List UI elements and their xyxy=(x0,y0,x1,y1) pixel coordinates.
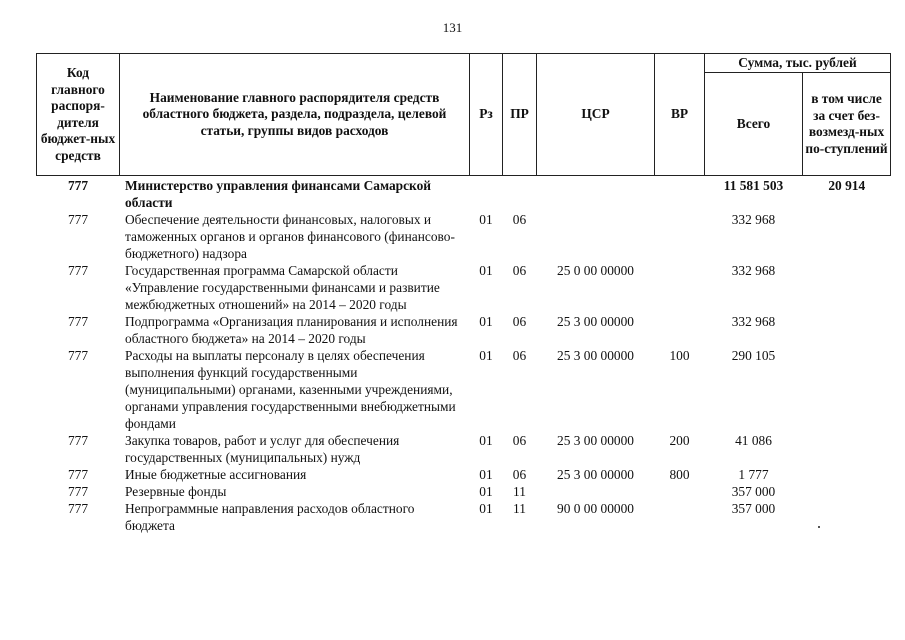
table-row xyxy=(37,466,891,483)
cell-csr: 25 3 00 00000 xyxy=(557,467,634,482)
cell-vr xyxy=(655,176,705,212)
cell-free: 20 914 xyxy=(828,178,866,193)
cell-pr: 11 xyxy=(513,501,526,516)
cell-csr: 25 3 00 00000 xyxy=(557,348,634,363)
cell-rz: 01 xyxy=(479,348,493,363)
page-number: 131 xyxy=(442,20,463,35)
header-name: Наименование главного распорядителя средств областного бюджета, раздела, подраздела, целевой статьи, группы видов расходов xyxy=(120,54,470,176)
cell-rz: 01 xyxy=(479,484,493,499)
cell-name: Закупка товаров, работ и услуг для обеспечения государственных (муниципальных) нужд xyxy=(125,433,400,465)
cell-name: Подпрограмма «Организация планирования и исполнения областного бюджета» на 2014 – 2020 годы xyxy=(125,314,458,346)
cell-pr: 06 xyxy=(512,348,527,363)
header-pr: ПР xyxy=(503,54,537,176)
cell-code: 777 xyxy=(67,348,89,363)
cell-rz: 01 xyxy=(479,263,493,278)
cell-pr xyxy=(503,176,537,212)
cell-csr: 25 3 00 00000 xyxy=(557,314,634,329)
cell-total: 332 968 xyxy=(731,263,776,278)
cell-csr: 25 3 00 00000 xyxy=(557,433,634,448)
cell-code: 777 xyxy=(67,263,89,278)
cell-csr: 90 0 00 00000 xyxy=(557,501,634,516)
cell-total: 1 777 xyxy=(738,467,769,482)
cell-vr xyxy=(655,313,705,347)
cell-code: 777 xyxy=(67,178,89,193)
cell-code: 777 xyxy=(67,212,89,227)
cell-pr: 11 xyxy=(513,484,526,499)
cell-vr xyxy=(655,211,705,262)
cell-vr: 200 xyxy=(669,433,690,448)
cell-vr xyxy=(655,262,705,313)
cell-name: Непрограммные направления расходов областного бюджета xyxy=(125,501,415,533)
cell-code: 777 xyxy=(67,467,89,482)
cell-free xyxy=(803,432,891,466)
cell-code: 777 xyxy=(67,433,89,448)
table-row xyxy=(37,432,891,466)
cell-code: 777 xyxy=(67,314,89,329)
cell-rz: 01 xyxy=(479,501,493,516)
cell-pr: 06 xyxy=(512,212,527,227)
header-free: в том числе за счет без-возмезд-ных по-ступлений xyxy=(803,73,891,176)
table-body xyxy=(37,176,891,535)
cell-rz xyxy=(470,176,503,212)
cell-pr: 06 xyxy=(512,314,527,329)
header-vr: ВР xyxy=(655,54,705,176)
table-row xyxy=(37,500,891,534)
cell-rz: 01 xyxy=(479,314,493,329)
header-total: Всего xyxy=(705,73,803,176)
cell-free xyxy=(803,313,891,347)
cell-name: Резервные фонды xyxy=(125,484,227,499)
cell-csr xyxy=(537,483,655,500)
header-sum: Сумма, тыс. рублей xyxy=(705,54,891,73)
cell-free xyxy=(803,262,891,313)
cell-total: 357 000 xyxy=(731,484,776,499)
cell-csr: 25 0 00 00000 xyxy=(557,263,634,278)
cell-vr: 100 xyxy=(669,348,690,363)
header-rz: Рз xyxy=(470,54,503,176)
cell-code: 777 xyxy=(67,484,89,499)
cell-total: 41 086 xyxy=(735,433,772,448)
header-csr: ЦСР xyxy=(537,54,655,176)
cell-name: Иные бюджетные ассигнования xyxy=(125,467,307,482)
cell-name: Расходы на выплаты персоналу в целях обеспечения выполнения функций государственными (муниципальными) органами, казенными учреждениями, органами управления государственными внебюджетными фондами xyxy=(125,348,456,431)
cell-total: 357 000 xyxy=(731,501,776,516)
cell-total: 11 581 503 xyxy=(723,178,784,193)
table-row xyxy=(37,347,891,432)
table-row xyxy=(37,483,891,500)
table-row xyxy=(37,313,891,347)
cell-rz: 01 xyxy=(479,212,493,227)
cell-csr xyxy=(537,176,655,212)
cell-vr xyxy=(655,500,705,534)
scan-speck xyxy=(818,526,820,528)
cell-name: Министерство управления финансами Самарской области xyxy=(125,178,432,210)
cell-vr xyxy=(655,483,705,500)
cell-free xyxy=(803,466,891,483)
table-row xyxy=(37,176,891,212)
cell-name: Обеспечение деятельности финансовых, налоговых и таможенных органов и органов финансового (финансово-бюджетного) надзора xyxy=(125,212,455,261)
cell-pr: 06 xyxy=(512,433,527,448)
cell-name: Государственная программа Самарской области «Управление государственными финансами и развитие межбюджетных отношений» на 2014 – 2020 годы xyxy=(125,263,440,312)
cell-csr xyxy=(537,211,655,262)
cell-code: 777 xyxy=(67,501,89,516)
cell-free xyxy=(803,347,891,432)
header-code: Код главного распоря-дителя бюджет-ных средств xyxy=(37,54,120,176)
table-row xyxy=(37,262,891,313)
cell-free xyxy=(803,483,891,500)
cell-total: 290 105 xyxy=(731,348,776,363)
cell-rz: 01 xyxy=(479,433,493,448)
cell-total: 332 968 xyxy=(731,212,776,227)
cell-total: 332 968 xyxy=(731,314,776,329)
cell-pr: 06 xyxy=(512,467,527,482)
cell-free xyxy=(803,211,891,262)
cell-free xyxy=(803,500,891,534)
budget-table xyxy=(36,53,891,534)
table-row xyxy=(37,211,891,262)
cell-rz: 01 xyxy=(479,467,493,482)
cell-vr: 800 xyxy=(669,467,690,482)
cell-pr: 06 xyxy=(512,263,527,278)
